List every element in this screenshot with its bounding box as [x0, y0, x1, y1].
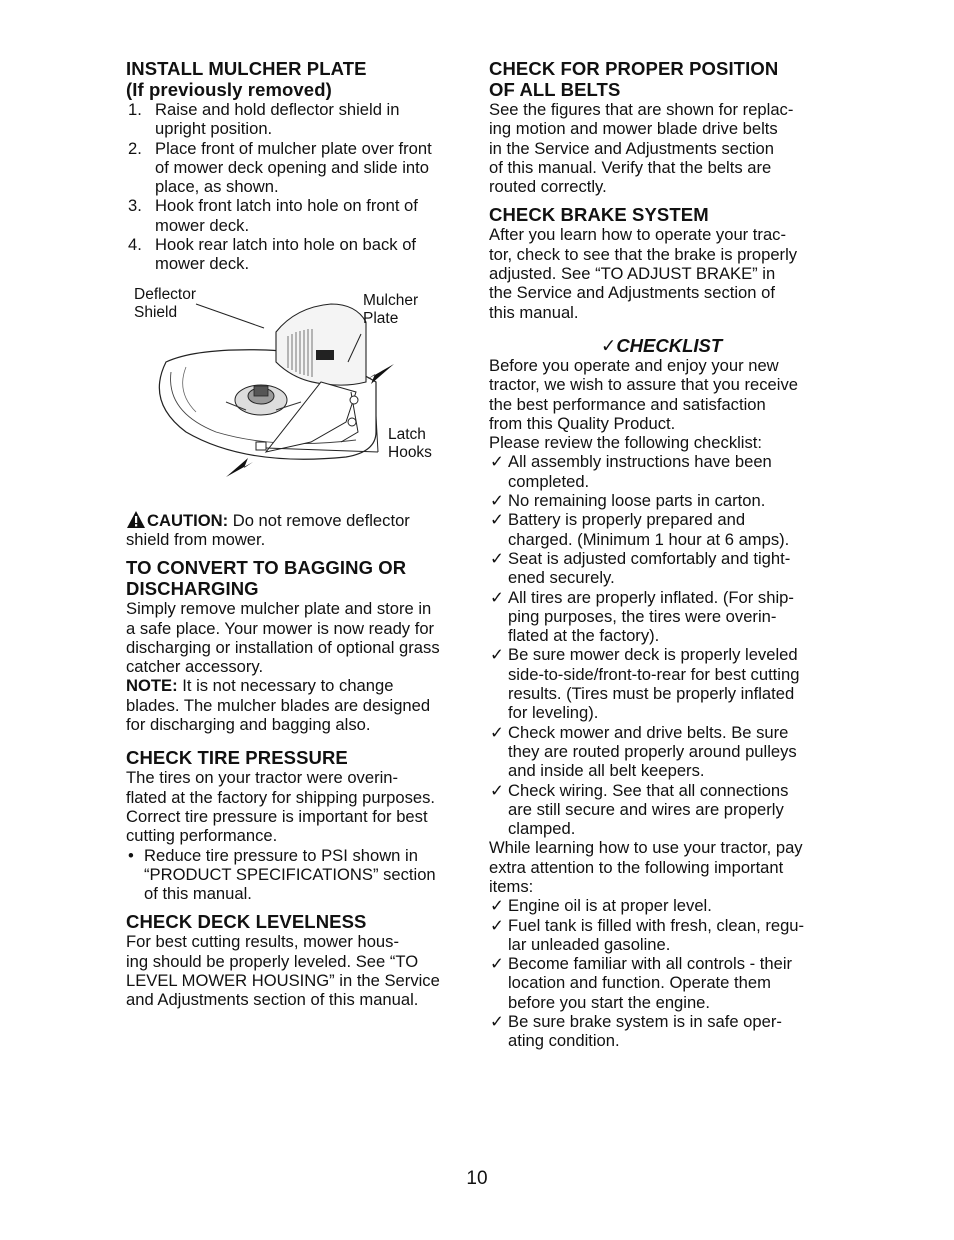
brake-heading: CHECK BRAKE SYSTEM: [489, 204, 709, 226]
checklist-item: ✓ Check mower and drive belts. Be sure they are routed properly around pulleys and inside all belt keepers.: [490, 722, 797, 781]
checklist-item: ✓ Battery is properly prepared and charged. (Minimum 1 hour at 6 amps).: [490, 510, 790, 549]
checklist-item: ✓ Become familiar with all controls - their location and function. Operate them before you start the engine.: [490, 954, 793, 1012]
checklist-item: ✓ Engine oil is at proper level.: [490, 896, 712, 916]
checklist-item: ✓ All tires are properly inflated. (For ship- ping purposes, the tires were overin- flated at the factory).: [490, 587, 794, 646]
deck-heading: CHECK DECK LEVELNESS: [126, 911, 367, 933]
check-mark-icon: ✓: [490, 491, 504, 511]
latch-hooks-label: Latch Hooks: [388, 425, 432, 461]
tire-section: CHECK TIRE PRESSURE The tires on your tractor were overin- flated at the factory for shipping purposes. Correct tire pressure is important for best cutting performance. • Reduce tire pressure to PSI shown in “PRODUCT SPECIFICATIONS” section of this manual.: [126, 747, 472, 903]
step-1: 1. Raise and hold deflector shield in upright position.: [128, 100, 400, 139]
step-3: 3. Hook front latch into hole on front of mower deck.: [128, 196, 418, 235]
left-column: [126, 58, 472, 1010]
belts-heading: CHECK FOR PROPER POSITION OF ALL BELTS: [489, 58, 779, 100]
mulcher-plate-figure: [126, 285, 472, 502]
check-mark-icon: ✓: [490, 896, 504, 916]
checklist-items: [489, 452, 834, 838]
tire-heading: CHECK TIRE PRESSURE: [126, 747, 348, 769]
mulcher-plate-label: Mulcher Plate: [363, 291, 419, 327]
right-column: [489, 58, 834, 1051]
caution-label: CAUTION:: [147, 510, 229, 530]
check-mark-icon: ✓: [490, 587, 504, 607]
convert-section: TO CONVERT TO BAGGING OR DISCHARGING Simply remove mulcher plate and store in a safe place. Your mower is now ready for discharging or installation of optional grass catcher accessory. NOTE: It is not necessary to change blades. The mulcher blades are designed for discharging and bagging also.: [126, 557, 472, 734]
check-mark-icon: ✓: [490, 645, 504, 665]
check-mark-icon: ✓: [490, 548, 504, 568]
checklist-section: ✓CHECKLIST Before you operate and enjoy your new tractor, we wish to assure that you receive the best performance and satisfaction from this Quality Product. Please review the following checklist: ✓ All assembly instructions have been completed. ✓ No remaining loose parts in carton. ✓ Battery is properly prepared and charged. (Minimum 1 hour at 6 amps). ✓ Seat is adjusted comfortably and tight- ened securely. ✓ All tires are properly inflated. (For ship- ping purposes, the tires were overin- flated at the factory). ✓ Be sure mower deck is properly leveled side-to-side/front-to-rear for best cutting results. (Tires must be properly inflated for leveling). ✓ Check mower and drive belts. Be sure they are routed properly around pulleys and inside all belt keepers. ✓ Check wiring. See that all connections are still secure and wires are properly clamped. While learning how to use your tractor, pay extra attention to the following important items: ✓ Engine oil is at proper level. ✓ Fuel tank is filled with fresh, clean, regu- lar unleaded gasoline. ✓ Become familiar with all controls - their location and function. Operate them before you start the engine. ✓ Be sure brake system is in safe oper- ating condition.: [489, 335, 834, 1051]
brake-section: CHECK BRAKE SYSTEM After you learn how to operate your trac- tor, check to see that the brake is properly adjusted. See “TO ADJUST BRAKE” in the Service and Adjustments section of this manual.: [489, 204, 834, 321]
convert-heading: TO CONVERT TO BAGGING OR DISCHARGING: [126, 557, 407, 600]
checklist-item: ✓ Seat is adjusted comfortably and tight- ened securely.: [490, 548, 791, 588]
checklist-items-2: [489, 896, 834, 1050]
warning-triangle-icon: [126, 510, 146, 529]
mulcher-section: [126, 58, 472, 274]
checklist-item: ✓ Be sure mower deck is properly leveled side-to-side/front-to-rear for best cutting results. (Tires must be properly inflated for leveling).: [490, 645, 800, 723]
check-mark-icon: ✓: [490, 915, 504, 935]
page-number: 10: [466, 1168, 488, 1189]
checklist-item: ✓ Check wiring. See that all connections are still secure and wires are properly clamped.: [490, 780, 789, 839]
checklist-heading: ✓CHECKLIST: [600, 334, 723, 356]
deflector-shield-label: Deflector Shield: [134, 285, 197, 321]
mulcher-steps: [126, 100, 472, 274]
caution-notice: CAUTION: Do not remove deflector shield from mower.: [126, 510, 410, 549]
belts-section: CHECK FOR PROPER POSITION OF ALL BELTS See the figures that are shown for replac- ing motion and mower blade drive belts in the Service and Adjustments section of this manual. Verify that the belts are routed correctly.: [489, 58, 834, 196]
check-mark-icon: ✓: [490, 722, 504, 742]
deck-section: CHECK DECK LEVELNESS For best cutting results, mower hous- ing should be properly leveled. See “TO LEVEL MOWER HOUSING” in the Service and Adjustments section of this manual.: [126, 911, 472, 1009]
check-mark-icon: ✓: [490, 1012, 504, 1032]
note: NOTE: It is not necessary to change: [126, 676, 394, 696]
checklist-item: ✓ No remaining loose parts in carton.: [490, 491, 766, 511]
mower-deck-illustration: [126, 292, 472, 502]
tire-bullet: • Reduce tire pressure to PSI shown in “PRODUCT SPECIFICATIONS” section of this manual.: [128, 845, 436, 904]
mulcher-heading: INSTALL MULCHER PLATE (If previously removed): [126, 58, 367, 100]
check-mark-icon: ✓: [490, 510, 504, 530]
checklist-item: ✓ Be sure brake system is in safe oper- ating condition.: [490, 1012, 782, 1051]
check-mark-icon: ✓: [490, 452, 504, 472]
check-mark-icon: ✓: [490, 780, 504, 800]
step-2: 2. Place front of mulcher plate over front of mower deck opening and slide into place, as shown.: [128, 138, 432, 197]
step-4: 4. Hook rear latch into hole on back of mower deck.: [128, 235, 417, 274]
checklist-item: ✓ Fuel tank is filled with fresh, clean, regu- lar unleaded gasoline.: [490, 915, 805, 954]
note-label: NOTE:: [126, 676, 178, 696]
checklist-item: ✓ All assembly instructions have been completed.: [490, 452, 772, 491]
check-mark-icon: ✓: [490, 954, 504, 974]
